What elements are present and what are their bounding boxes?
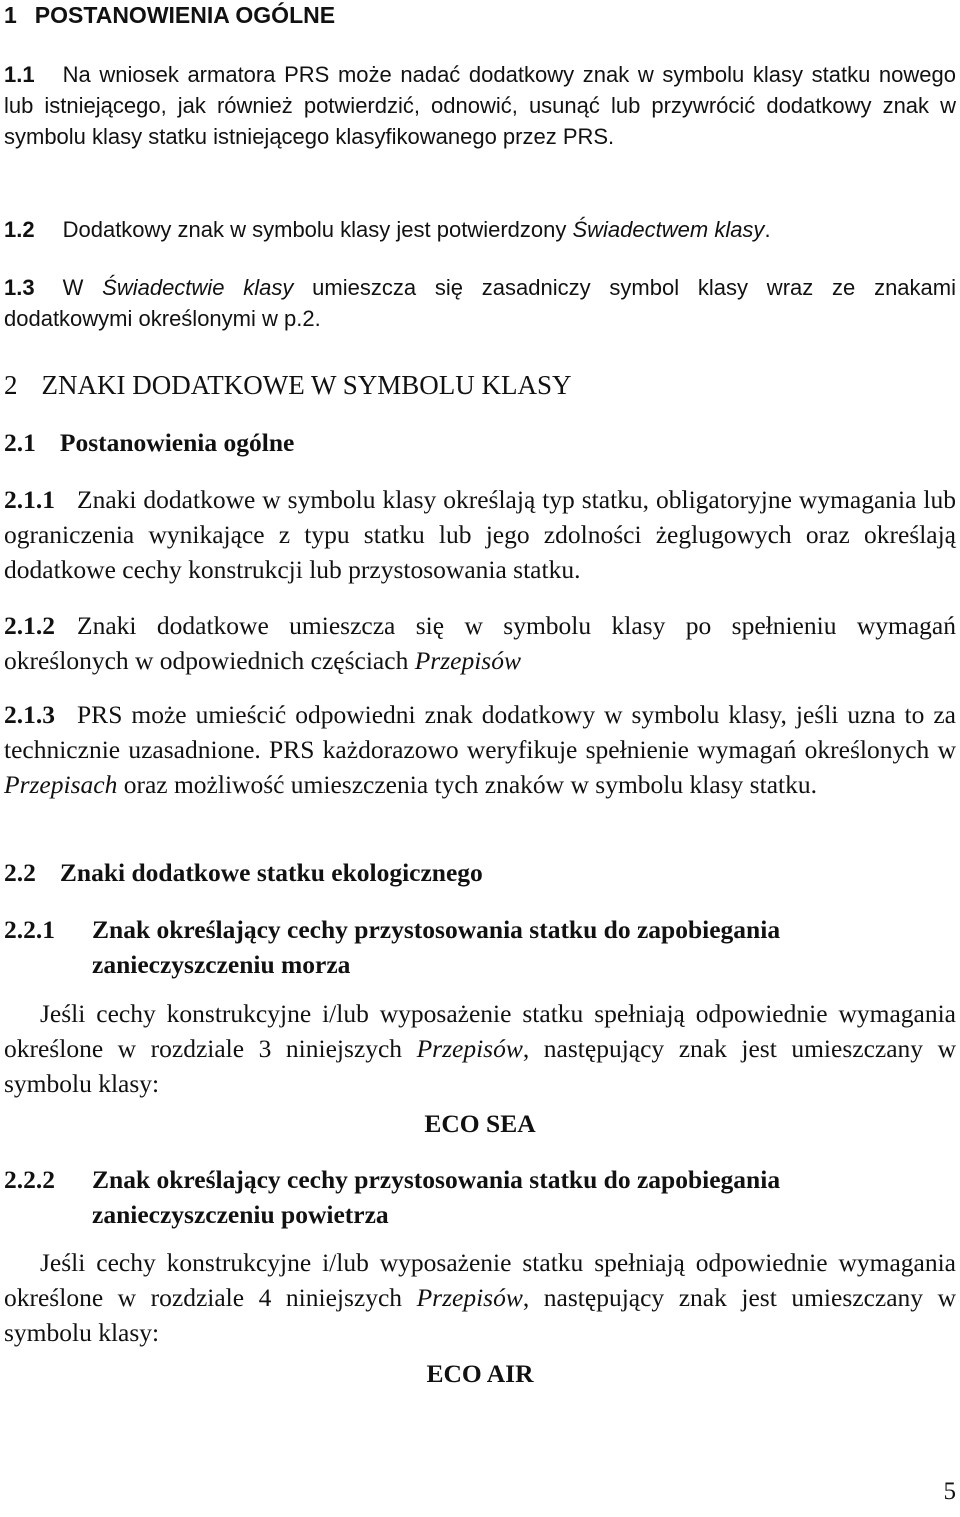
section-2-number: 2 bbox=[4, 370, 18, 400]
paragraph-2-2-1-number: 2.2.1 bbox=[4, 915, 55, 944]
paragraph-1-1 bbox=[4, 59, 956, 152]
paragraph-1-2-text: Dodatkowy znak w symbolu klasy jest potwierdzony bbox=[62, 217, 573, 242]
paragraph-2-2-2-heading bbox=[4, 1162, 956, 1232]
paragraph-1-1-text: Na wniosek armatora PRS może nadać dodatkowy znak w symbolu klasy statku nowego lub istniejącego, jak również potwierdzić, odnowić, usunąć lub przywrócić dodatkowy znak w symbolu klasy statku istniejącego klasyfikowanego przez PRS. bbox=[4, 62, 956, 149]
paragraph-2-1-2-text: Znaki dodatkowe umieszcza się w symbolu klasy po spełnieniu wymagań określonych w odpowiednich częściach bbox=[4, 611, 956, 675]
paragraph-1-2 bbox=[4, 214, 956, 245]
section-1-heading bbox=[4, 0, 956, 31]
paragraph-2-1-2-italic: Przepisów bbox=[414, 646, 521, 675]
paragraph-1-3 bbox=[4, 272, 956, 334]
paragraph-2-1-1 bbox=[4, 482, 956, 587]
paragraph-2-2-2-title: Znak określający cechy przystosowania statku do zapobiegania zanieczyszczeniu powietrza bbox=[92, 1165, 781, 1229]
paragraph-2-1-3-number: 2.1.3 bbox=[4, 700, 55, 729]
paragraph-2-2-2-italic: Przepisów bbox=[416, 1283, 523, 1312]
subsection-2-2-number: 2.2 bbox=[4, 858, 36, 887]
class-mark-eco-air: ECO AIR bbox=[426, 1359, 534, 1388]
subsection-2-2-title: Znaki dodatkowe statku ekologicznego bbox=[59, 858, 483, 887]
paragraph-2-1-3-end: oraz możliwość umieszczenia tych znaków w symbolu klasy statku. bbox=[117, 770, 817, 799]
paragraph-2-1-3 bbox=[4, 697, 956, 802]
section-2-title: ZNAKI DODATKOWE W SYMBOLU KLASY bbox=[41, 370, 572, 400]
paragraph-2-2-2-body bbox=[4, 1245, 956, 1350]
paragraph-2-2-1-italic: Przepisów bbox=[416, 1034, 523, 1063]
paragraph-2-1-3-text: PRS może umieścić odpowiedni znak dodatkowy w symbolu klasy, jeśli uzna to za technicznie uzasadnione. PRS każdorazowo weryfikuje spełnienie wymagań określonych w bbox=[4, 700, 956, 764]
paragraph-2-1-2-number: 2.1.2 bbox=[4, 611, 55, 640]
subsection-2-2-heading bbox=[4, 855, 956, 890]
section-1-number: 1 bbox=[4, 2, 17, 28]
subsection-2-1-title: Postanowienia ogólne bbox=[59, 428, 295, 457]
paragraph-2-2-1-heading bbox=[4, 912, 956, 982]
paragraph-1-2-end: . bbox=[764, 217, 771, 242]
paragraph-2-1-1-number: 2.1.1 bbox=[4, 485, 55, 514]
page-number: 5 bbox=[943, 1478, 956, 1505]
section-1-title: POSTANOWIENIA OGÓLNE bbox=[34, 2, 336, 28]
paragraph-2-1-2 bbox=[4, 608, 956, 678]
paragraph-1-3-number: 1.3 bbox=[4, 275, 35, 300]
subsection-2-1-heading bbox=[4, 425, 956, 460]
paragraph-2-2-2-text: Jeśli cechy konstrukcyjne i/lub wyposażenie statku spełniają odpowiednie wymagania określone w rozdziale 4 niniejszych bbox=[4, 1248, 956, 1312]
paragraph-2-2-2-end: , następujący znak jest umieszczany w symbolu klasy: bbox=[4, 1283, 956, 1347]
paragraph-2-2-2-number: 2.2.2 bbox=[4, 1165, 55, 1194]
class-mark-eco-sea: ECO SEA bbox=[424, 1109, 536, 1138]
paragraph-1-2-italic: Świadectwem klasy bbox=[572, 217, 765, 242]
section-2-heading bbox=[4, 368, 956, 403]
paragraph-2-2-1-end: , następujący znak jest umieszczany w symbolu klasy: bbox=[4, 1034, 956, 1098]
paragraph-2-2-1-text: Jeśli cechy konstrukcyjne i/lub wyposażenie statku spełniają odpowiednie wymagania określone w rozdziale 3 niniejszych bbox=[4, 999, 956, 1063]
paragraph-1-2-number: 1.2 bbox=[4, 217, 35, 242]
paragraph-1-3-text: umieszcza się zasadniczy symbol klasy wraz ze znakami dodatkowymi określonymi w p.2. bbox=[4, 275, 956, 331]
paragraph-2-2-1-title: Znak określający cechy przystosowania statku do zapobiegania zanieczyszczeniu morza bbox=[92, 915, 781, 979]
paragraph-2-2-1-body bbox=[4, 996, 956, 1101]
subsection-2-1-number: 2.1 bbox=[4, 428, 36, 457]
paragraph-2-1-1-text: Znaki dodatkowe w symbolu klasy określają typ statku, obligatoryjne wymagania lub ograniczenia wynikające z typu statku lub jego zdolności żeglugowych oraz określają dodatkowe cechy konstrukcji lub przystosowania statku. bbox=[4, 485, 956, 584]
paragraph-1-3-italic: Świadectwie klasy bbox=[102, 275, 294, 300]
paragraph-1-3-pre: W bbox=[62, 275, 103, 300]
paragraph-1-1-number: 1.1 bbox=[4, 62, 35, 87]
paragraph-2-1-3-italic: Przepisach bbox=[4, 770, 118, 799]
